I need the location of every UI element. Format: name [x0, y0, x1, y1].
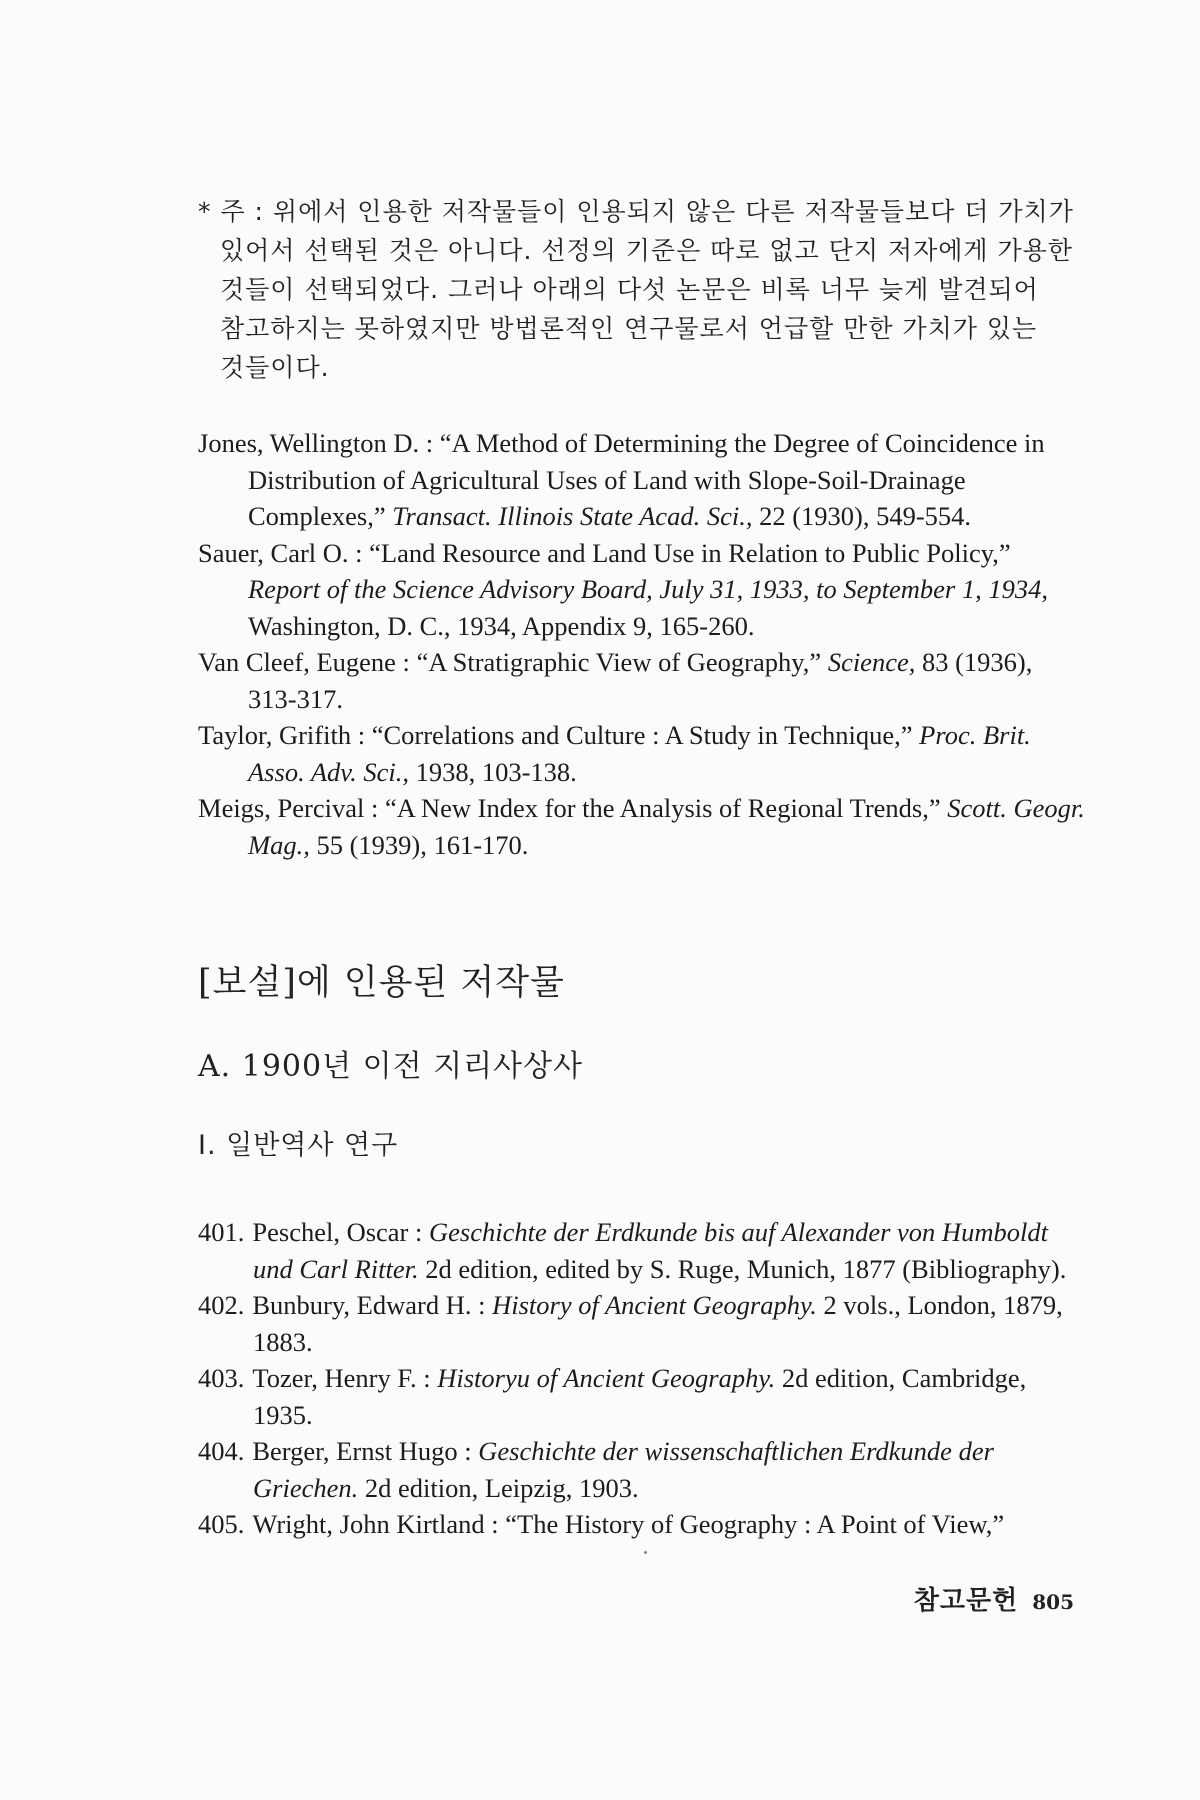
- reference-source: Proc. Brit. Asso. Adv. Sci.,: [248, 720, 1031, 787]
- entry-title: Geschichte der Erdkunde bis auf Alexander von Humboldt und Carl Ritter.: [253, 1217, 1048, 1284]
- reference-details: 83 (1936), 313-317.: [248, 647, 1033, 714]
- reference-item: [198, 790, 1086, 863]
- print-speck: [644, 1551, 647, 1554]
- entry-number: 402.: [198, 1290, 245, 1320]
- entry-details: “The History of Geography : A Point of View,”: [505, 1509, 1005, 1539]
- bibliography-entry: [198, 1214, 1086, 1287]
- entry-author: Tozer, Henry F. :: [252, 1363, 438, 1393]
- reference-title: “A Stratigraphic View of Geography,”: [416, 647, 828, 677]
- entry-author: Peschel, Oscar :: [252, 1217, 429, 1247]
- subsection-heading: A. 1900년 이전 지리사상사: [198, 1049, 583, 1084]
- entry-author: Berger, Ernst Hugo :: [252, 1436, 479, 1466]
- entry-number: 403.: [198, 1363, 245, 1393]
- reference-item: [198, 644, 1086, 717]
- reference-source: Transact. Illinois State Acad. Sci.,: [392, 501, 753, 531]
- footnote: [198, 192, 1086, 387]
- entry-title: Geschichte der wissenschaftlichen Erdkunde der Griechen.: [253, 1436, 994, 1503]
- reference-title: “A New Index for the Analysis of Regional Trends,”: [384, 793, 948, 823]
- entry-details: 2 vols., London, 1879, 1883.: [253, 1290, 1063, 1357]
- entry-number: 405.: [198, 1509, 245, 1539]
- subsubsection-heading: I. 일반역사 연구: [198, 1130, 399, 1161]
- reference-title: “Correlations and Culture : A Study in Technique,”: [371, 720, 920, 750]
- entry-details: 2d edition, edited by S. Ruge, Munich, 1877 (Bibliography).: [418, 1253, 1067, 1284]
- reference-author: Meigs, Percival :: [198, 793, 385, 823]
- running-footer-label: 참고문헌: [913, 1586, 1019, 1616]
- reference-item: [198, 717, 1086, 790]
- entry-title: Historyu of Ancient Geography.: [437, 1363, 776, 1393]
- bibliography-entry: [198, 1360, 1086, 1433]
- page-footer: [914, 1580, 1074, 1617]
- reference-source: Scott. Geogr. Mag.,: [248, 793, 1085, 860]
- entry-title: History of Ancient Geography.: [492, 1290, 817, 1320]
- reference-details: 22 (1930), 549-554.: [752, 501, 972, 531]
- entry-author: Bunbury, Edward H. :: [252, 1290, 493, 1320]
- reference-author: Sauer, Carl O. :: [198, 537, 370, 568]
- reference-author: Taylor, Grifith :: [198, 720, 372, 750]
- reference-title: “A Method of Determining the Degree of Coincidence in Distribution of Agricultural Uses of Land with Slope-Soil-Drainage Complexes,”: [248, 428, 1045, 531]
- reference-details: Washington, D. C., 1934, Appendix 9, 165-260.: [248, 610, 755, 641]
- page-number: 805: [1032, 1590, 1074, 1614]
- reference-author: Van Cleef, Eugene :: [198, 647, 417, 677]
- footnote-text: * 주 : 위에서 인용한 저작물들이 인용되지 않은 다른 저작물들보다 더 가치가 있어서 선택된 것은 아니다. 선정의 기준은 따로 없고 단지 저자에게 가용한 것들이 선택되었다. 그러나 아래의 다섯 논문은 비록 너무 늦게 발견되어 참고하지는 못하였지만 방법론적인 연구물로서 언급할 만한 가치가 있는 것들이다.: [198, 197, 1074, 382]
- page-content: [198, 192, 1086, 1543]
- bibliography-list: [198, 1214, 1086, 1543]
- entry-details: 2d edition, Leipzig, 1903.: [358, 1472, 639, 1503]
- reference-details: 1938, 103-138.: [408, 756, 577, 787]
- reference-item: [198, 535, 1086, 645]
- bibliography-entry: [198, 1506, 1086, 1543]
- reference-author: Jones, Wellington D. :: [198, 428, 440, 458]
- reference-details: 55 (1939), 161-170.: [309, 829, 529, 860]
- entry-number: 404.: [198, 1436, 245, 1466]
- reference-source: Report of the Science Advisory Board, July 31, 1933, to September 1, 1934,: [248, 574, 1048, 604]
- reference-source: Science,: [827, 647, 916, 677]
- reference-title: “Land Resource and Land Use in Relation to Public Policy,”: [369, 537, 1011, 568]
- reference-list: [198, 425, 1086, 863]
- entry-details: 2d edition, Cambridge, 1935.: [253, 1363, 1027, 1430]
- entry-author: Wright, John Kirtland :: [252, 1509, 506, 1539]
- reference-item: [198, 425, 1086, 535]
- bibliography-entry: [198, 1287, 1086, 1360]
- section-title: [보설]에 인용된 저작물: [198, 963, 565, 1003]
- entry-number: 401.: [198, 1217, 245, 1247]
- bibliography-entry: [198, 1433, 1086, 1506]
